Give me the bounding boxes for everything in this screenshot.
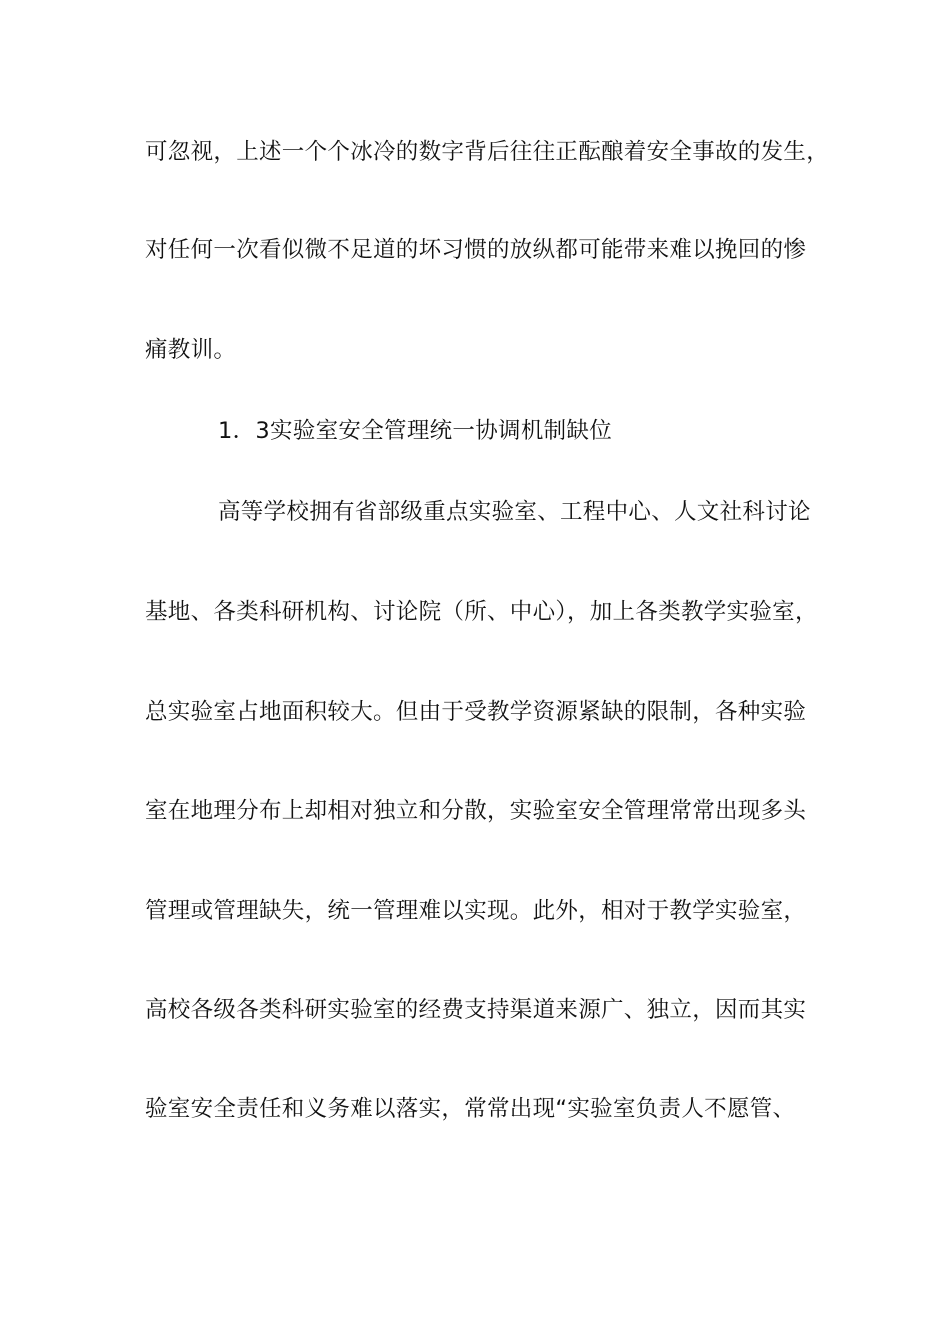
text-line: 高校各级各类科研实验室的经费支持渠道来源广、独立，因而其实 [145,997,807,1023]
text-line: 验室安全责任和义务难以落实，常常出现“实验室负责人不愿管、 [145,1096,796,1122]
section-heading: 1．3实验室安全管理统一协调机制缺位 [218,418,613,444]
text-line: 可忽视，上述一个个冰冷的数字背后往往正酝酿着安全事故的发生， [145,139,830,165]
text-line: 对任何一次看似微不足道的坏习惯的放纵都可能带来难以挽回的惨 [145,237,807,263]
text-line: 高等学校拥有省部级重点实验室、工程中心、人文社科讨论 [218,499,811,525]
text-line: 总实验室占地面积较大。但由于受教学资源紧缺的限制，各种实验 [145,699,807,725]
text-line: 室在地理分布上却相对独立和分散，实验室安全管理常常出现多头 [145,798,807,824]
text-line: 管理或管理缺失，统一管理难以实现。此外，相对于教学实验室， [145,898,807,924]
text-line: 痛教训。 [145,337,237,363]
text-line: 基地、各类科研机构、讨论院（所、中心），加上各类教学实验室， [145,599,818,625]
